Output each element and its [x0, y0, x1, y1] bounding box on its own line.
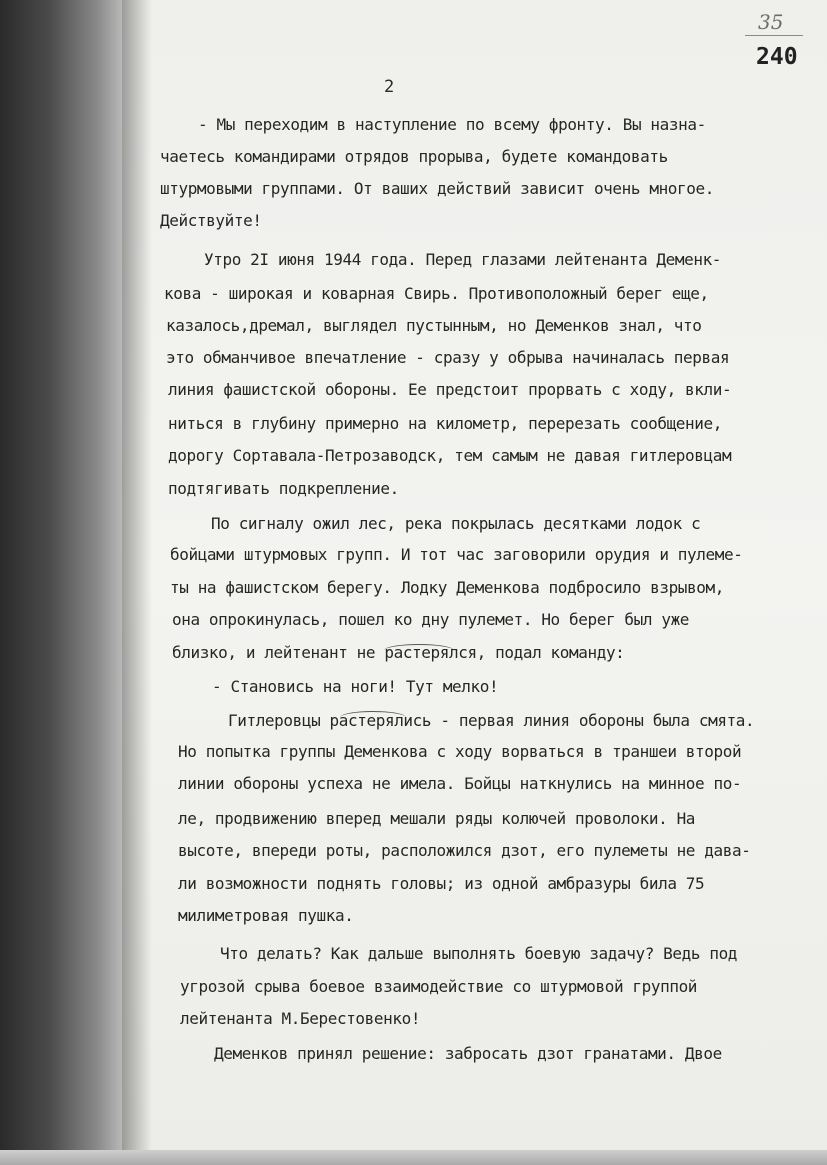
page-bottom-edge — [0, 1150, 827, 1165]
book-binding — [0, 0, 122, 1165]
text-line: Но попытка группы Деменкова с ходу ворваться в траншеи второй — [178, 742, 742, 761]
text-line: близко, и лейтенант не растерялся, подал команду: — [172, 643, 625, 662]
text-line: Гитлеровцы растерялись - первая линия обороны была смята. — [228, 711, 755, 730]
text-line: дорогу Сортавала-Петрозаводск, тем самым не давая гитлеровцам — [168, 446, 732, 465]
text-line: казалось,дремал, выглядел пустынным, но Деменков знал, что — [166, 316, 702, 335]
text-line: угрозой срыва боевое взаимодействие со штурмовой группой — [180, 977, 698, 996]
text-line: это обманчивое впечатление - сразу у обрыва начиналась первая — [166, 348, 730, 367]
text-line: - Мы переходим в наступление по всему фронту. Вы назна- — [198, 115, 706, 134]
text-line: линия фашистской обороны. Ее предстоит прорвать с ходу, вкли- — [168, 380, 732, 399]
text-line: штурмовыми группами. От ваших действий зависит очень многое. — [160, 179, 714, 198]
stamped-sheet-number: 240 — [756, 44, 798, 70]
text-line: По сигналу ожил лес, река покрылась десятками лодок с — [211, 514, 701, 533]
handwritten-archive-number: 35 — [758, 10, 784, 34]
text-line: Что делать? Как дальше выполнять боевую задачу? Ведь под — [220, 944, 738, 963]
text-line: Деменков принял решение: забросать дзот гранатами. Двое — [214, 1044, 722, 1063]
text-line: ле, продвижению вперед мешали ряды колючей проволоки. На — [178, 809, 696, 828]
text-line: она опрокинулась, пошел ко дну пулемет. Но берег был уже — [172, 610, 690, 629]
binding-shadow — [122, 0, 152, 1165]
text-line: Утро 2I июня 1944 года. Перед глазами лейтенанта Деменк- — [204, 250, 722, 269]
text-line: кова - широкая и коварная Свирь. Противоположный берег еще, — [164, 284, 709, 303]
pencil-underline-mark — [340, 711, 406, 724]
text-line: Действуйте! — [160, 211, 262, 230]
text-line: подтягивать подкрепление. — [168, 479, 399, 498]
text-line: бойцами штурмовых групп. И тот час заговорили орудия и пулеме- — [170, 545, 743, 564]
text-line: высоте, впереди роты, расположился дзот, его пулеметы не дава- — [178, 841, 751, 860]
pencil-underline-mark — [384, 644, 454, 657]
text-line: чаетесь командирами отрядов прорыва, будете командовать — [160, 147, 668, 166]
text-line: линии обороны успеха не имела. Бойцы наткнулись на минное по- — [178, 774, 742, 793]
page-number: 2 — [384, 77, 395, 97]
text-line: ты на фашистском берегу. Лодку Деменкова подбросило взрывом, — [170, 578, 724, 597]
text-line: ли возможности поднять головы; из одной амбразуры била 75 — [178, 874, 705, 893]
text-line: милиметровая пушка. — [178, 906, 354, 925]
archive-number-underline — [745, 35, 803, 36]
text-line: ниться в глубину примерно на километр, перерезать сообщение, — [168, 414, 722, 433]
text-line: - Становись на ноги! Тут мелко! — [212, 677, 499, 696]
text-line: лейтенанта М.Берестовенко! — [180, 1009, 421, 1028]
